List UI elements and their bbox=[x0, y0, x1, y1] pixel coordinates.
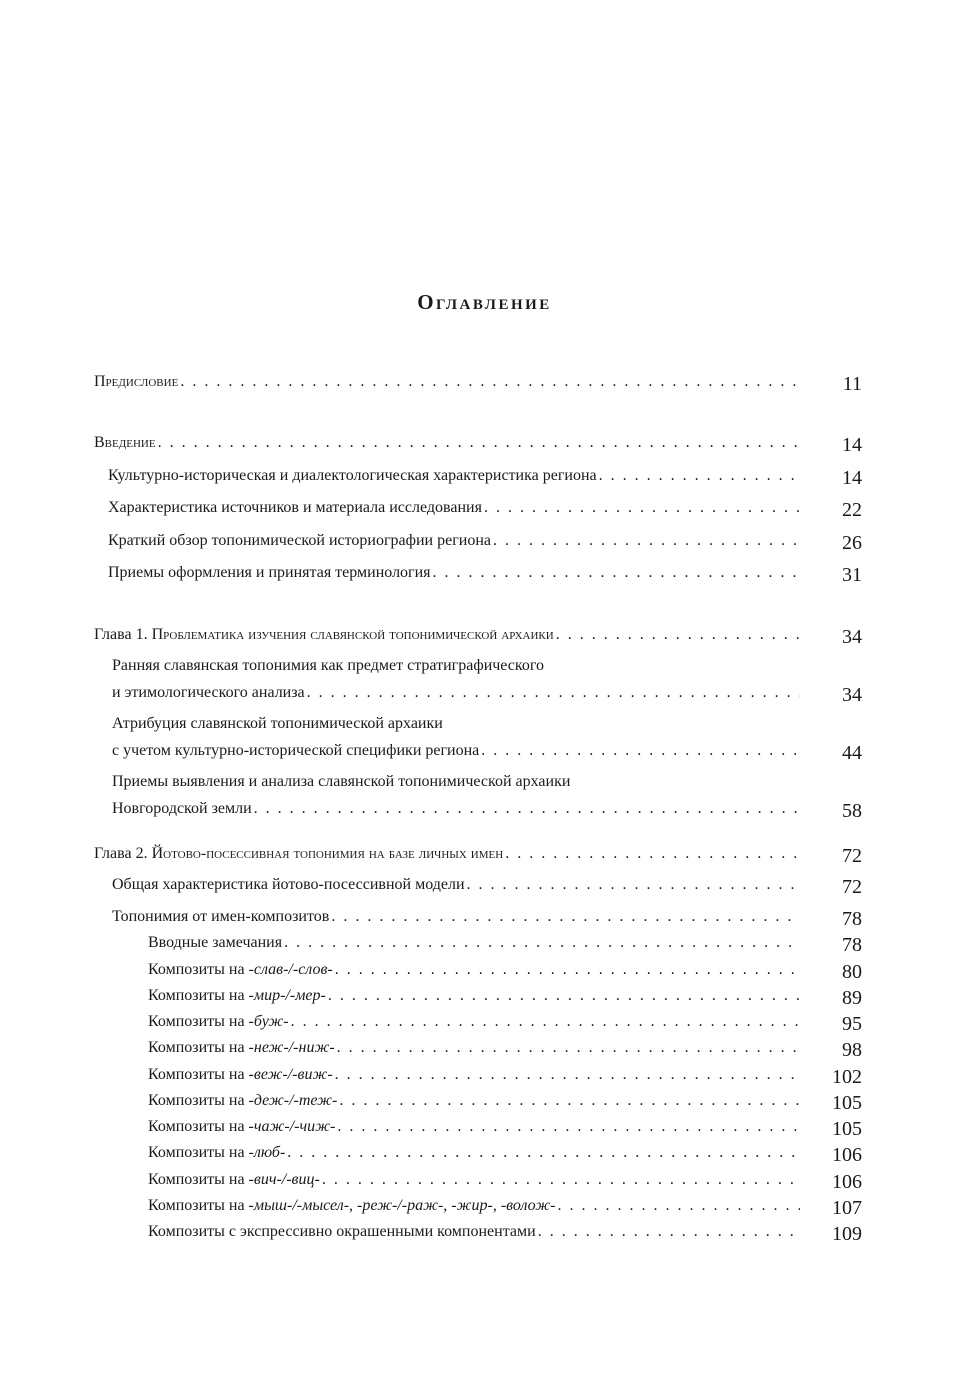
toc-page-number: 78 bbox=[842, 908, 862, 930]
toc-entry-intro[interactable] bbox=[94, 434, 802, 452]
toc-page-number: 105 bbox=[832, 1118, 862, 1140]
toc-page-number: 34 bbox=[842, 626, 862, 648]
leader-dots bbox=[158, 434, 800, 452]
toc-entry-chapter-1-1[interactable] bbox=[112, 684, 802, 702]
toc-entry-chapter-2-2-4[interactable] bbox=[148, 1013, 802, 1031]
toc-entry-chapter-2-2-6[interactable] bbox=[148, 1066, 802, 1084]
leader-dots bbox=[291, 1013, 800, 1031]
leader-dots bbox=[467, 876, 800, 894]
leader-dots bbox=[557, 1197, 800, 1215]
toc-page-number: 109 bbox=[832, 1223, 862, 1245]
entry-prefix: Композиты на bbox=[148, 987, 249, 1004]
toc-entry-title: Культурно-историческая и диалектологическая характеристика региона bbox=[108, 467, 597, 484]
toc-page-number: 102 bbox=[832, 1066, 862, 1088]
toc-entry-chapter-2-2-11[interactable] bbox=[148, 1197, 802, 1215]
entry-prefix: Композиты на bbox=[148, 1118, 249, 1135]
chapter-prefix: Глава 1. bbox=[94, 626, 148, 643]
toc-entry-preface[interactable] bbox=[94, 373, 802, 391]
toc-entry-intro-4[interactable] bbox=[108, 564, 802, 582]
toc-entry-chapter-1[interactable] bbox=[94, 626, 802, 644]
toc-entry-title: Характеристика источников и материала исследования bbox=[108, 499, 482, 516]
toc-entry-chapter-2-2-10[interactable] bbox=[148, 1171, 802, 1189]
toc-entry-chapter-2-2-2[interactable] bbox=[148, 961, 802, 979]
leader-dots bbox=[599, 467, 800, 485]
toc-entry-title bbox=[148, 1092, 337, 1110]
toc-page-number: 34 bbox=[842, 684, 862, 706]
toc-page-number: 107 bbox=[832, 1197, 862, 1219]
toc-entry-title-line2: с учетом культурно-исторической специфики региона bbox=[112, 742, 480, 759]
leader-dots bbox=[307, 684, 800, 702]
toc-page-number: 106 bbox=[832, 1144, 862, 1166]
toc-entry-title bbox=[148, 1013, 289, 1031]
toc-page-number: 72 bbox=[842, 845, 862, 867]
toc-entry-chapter-2[interactable] bbox=[94, 845, 802, 863]
toc-entry-chapter-1-2[interactable] bbox=[112, 742, 802, 760]
toc-entry-title bbox=[148, 1171, 320, 1189]
toc-entry-title-line2: Новгородской земли bbox=[112, 800, 252, 817]
morpheme: -волож- bbox=[500, 1197, 556, 1214]
toc-entry-title-line2: и этимологического анализа bbox=[112, 684, 305, 701]
toc-entry-title: Предисловие bbox=[94, 373, 179, 390]
toc-entry-intro-3[interactable] bbox=[108, 532, 802, 550]
leader-dots bbox=[254, 800, 800, 818]
toc-page-number: 11 bbox=[842, 373, 862, 395]
morpheme: -мир-/-мер- bbox=[248, 987, 326, 1004]
morpheme: -деж-/-теж- bbox=[248, 1092, 338, 1109]
toc-entry-title bbox=[148, 1118, 335, 1136]
toc-entry-title: Композиты с экспрессивно окрашенными компонентами bbox=[148, 1223, 536, 1240]
toc-entry-title bbox=[94, 626, 554, 644]
morpheme: -мыш-/-мысел- bbox=[248, 1197, 350, 1214]
morpheme: -жир- bbox=[451, 1197, 493, 1214]
toc-entry-title bbox=[148, 1066, 333, 1084]
leader-dots bbox=[339, 1092, 800, 1110]
entry-prefix: Композиты на bbox=[148, 1066, 249, 1083]
chapter-title: Проблематика изучения славянской топонимической архаики bbox=[151, 626, 554, 643]
toc-entry-chapter-1-3[interactable] bbox=[112, 800, 802, 818]
morpheme: -вич-/-виц- bbox=[248, 1171, 320, 1188]
toc-page-number: 72 bbox=[842, 876, 862, 898]
toc-page-number: 31 bbox=[842, 564, 862, 586]
separator: , bbox=[492, 1197, 501, 1214]
toc-entry-chapter-2-2-9[interactable] bbox=[148, 1144, 802, 1162]
toc-entry-chapter-2-1[interactable] bbox=[112, 876, 802, 894]
entry-prefix: Композиты на bbox=[148, 1171, 249, 1188]
toc-entry-title-line1: Атрибуция славянской топонимической архаики bbox=[112, 715, 443, 732]
toc-entry-chapter-2-2-1[interactable] bbox=[148, 934, 802, 952]
toc-entry-title: Вводные замечания bbox=[148, 934, 283, 951]
toc-page-number: 26 bbox=[842, 532, 862, 554]
entry-prefix: Композиты на bbox=[148, 1013, 249, 1030]
toc-entry-chapter-2-2[interactable] bbox=[112, 908, 802, 926]
toc-entry-title bbox=[148, 1039, 335, 1057]
leader-dots bbox=[337, 1118, 800, 1136]
morpheme: -люб- bbox=[248, 1144, 286, 1161]
leader-dots bbox=[335, 961, 800, 979]
toc-entry-intro-2[interactable] bbox=[108, 499, 802, 517]
toc-page-number: 22 bbox=[842, 499, 862, 521]
toc-entry-title: Топонимия от имен-композитов bbox=[112, 908, 330, 925]
leader-dots bbox=[335, 1066, 800, 1084]
entry-prefix: Композиты на bbox=[148, 1039, 249, 1056]
page-title: Оглавление bbox=[417, 290, 552, 314]
toc-page-number: 89 bbox=[842, 987, 862, 1009]
entry-prefix: Композиты на bbox=[148, 1092, 249, 1109]
toc-page-number: 44 bbox=[842, 742, 862, 764]
entry-prefix: Композиты на bbox=[148, 1144, 249, 1161]
toc-entry-title bbox=[148, 987, 326, 1005]
leader-dots bbox=[331, 908, 800, 926]
leader-dots bbox=[493, 532, 800, 550]
leader-dots bbox=[322, 1171, 800, 1189]
leader-dots bbox=[337, 1039, 800, 1057]
toc-page-number: 14 bbox=[842, 434, 862, 456]
toc-page-number: 78 bbox=[842, 934, 862, 956]
chapter-prefix: Глава 2. bbox=[94, 845, 148, 862]
toc-entry-title bbox=[148, 1144, 285, 1162]
toc-entry-title bbox=[94, 845, 503, 863]
toc-page-number: 105 bbox=[832, 1092, 862, 1114]
leader-dots bbox=[556, 626, 800, 644]
leader-dots bbox=[433, 564, 800, 582]
leader-dots bbox=[284, 934, 800, 952]
toc-page-number: 95 bbox=[842, 1013, 862, 1035]
toc-page-number: 98 bbox=[842, 1039, 862, 1061]
leader-dots bbox=[328, 987, 800, 1005]
morpheme: -буж- bbox=[248, 1013, 289, 1030]
toc-entry-title: Приемы оформления и принятая терминология bbox=[108, 564, 431, 581]
morpheme: -чаж-/-чиж- bbox=[248, 1118, 336, 1135]
separator: , bbox=[349, 1197, 358, 1214]
toc-entry-intro-1[interactable] bbox=[108, 467, 802, 485]
toc-entry-chapter-2-2-7[interactable] bbox=[148, 1092, 802, 1110]
morpheme: -неж-/-ниж- bbox=[248, 1039, 335, 1056]
chapter-title: Йотово-посессивная топонимия на базе личных имен bbox=[151, 845, 504, 862]
leader-dots bbox=[287, 1144, 800, 1162]
toc-entry-title bbox=[148, 1197, 555, 1215]
toc-entry-chapter-2-2-5[interactable] bbox=[148, 1039, 802, 1057]
toc-entry-title bbox=[148, 961, 333, 979]
toc-page-number: 80 bbox=[842, 961, 862, 983]
toc-entry-title-line1: Ранняя славянская топонимия как предмет стратиграфического bbox=[112, 657, 545, 674]
leader-dots bbox=[481, 742, 800, 760]
leader-dots bbox=[538, 1223, 800, 1241]
leader-dots bbox=[180, 373, 800, 391]
entry-prefix: Композиты на bbox=[148, 1197, 249, 1214]
toc-entry-title: Общая характеристика йотово-посессивной модели bbox=[112, 876, 465, 893]
morpheme: -веж-/-виж- bbox=[248, 1066, 333, 1083]
toc-entry-chapter-2-2-12[interactable] bbox=[148, 1223, 802, 1241]
separator: , bbox=[443, 1197, 452, 1214]
leader-dots bbox=[505, 845, 800, 863]
toc-entry-chapter-2-2-3[interactable] bbox=[148, 987, 802, 1005]
toc-page-number: 106 bbox=[832, 1171, 862, 1193]
toc-page-number: 14 bbox=[842, 467, 862, 489]
morpheme: -реж-/-раж- bbox=[357, 1197, 444, 1214]
leader-dots bbox=[484, 499, 800, 517]
toc-entry-title: Краткий обзор топонимической историографии региона bbox=[108, 532, 491, 549]
morpheme: -слав-/-слов- bbox=[248, 961, 333, 978]
toc-entry-title: Введение bbox=[94, 434, 156, 451]
toc-entry-chapter-2-2-8[interactable] bbox=[148, 1118, 802, 1136]
toc-entry-title-line1: Приемы выявления и анализа славянской топонимической архаики bbox=[112, 773, 571, 790]
entry-prefix: Композиты на bbox=[148, 961, 249, 978]
toc-page-number: 58 bbox=[842, 800, 862, 822]
